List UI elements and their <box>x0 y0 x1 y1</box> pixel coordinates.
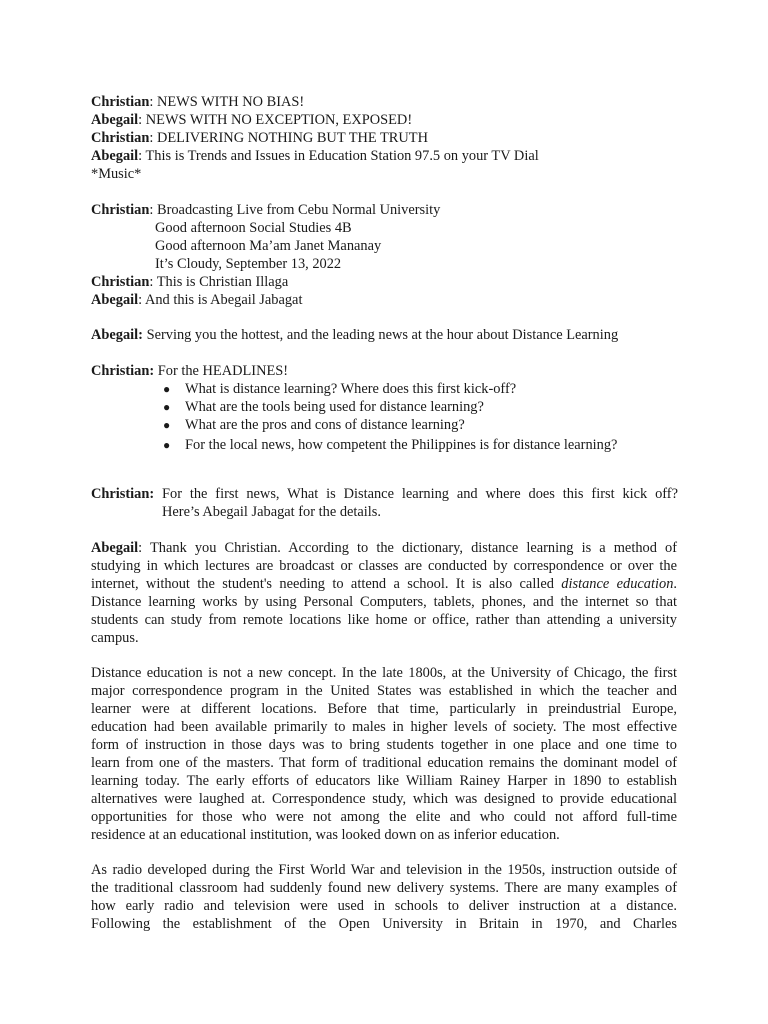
speaker-name: Abegail <box>91 112 139 128</box>
para3-line: how early radio and television were used in schools to deliver instruction at a distance. <box>91 898 677 914</box>
headline-item: What is distance learning? Where does this first kick-off? <box>185 381 517 397</box>
speaker-name: Christian: <box>91 363 155 379</box>
para3-line: Following the establishment of the Open University in Britain in 1970, and Charles <box>91 916 677 932</box>
serving-line <box>91 326 618 344</box>
bullet-icon: ● <box>163 438 171 452</box>
para1-line-4: Distance learning works by using Personal Computers, tablets, phones, and the internet so that <box>91 594 677 610</box>
italic-term: distance education <box>561 576 674 592</box>
headlines-intro <box>91 362 288 380</box>
greeting-line-6 <box>91 291 302 309</box>
dialogue-text: For the HEADLINES! <box>154 363 289 379</box>
speaker-name: Abegail <box>91 148 139 164</box>
dialogue-text: : This is Christian Illaga <box>149 274 289 290</box>
para1-text: internet, without the student's needing to attend a school. It is also called <box>91 576 562 592</box>
headline-item: What are the tools being used for distance learning? <box>185 399 484 415</box>
dialogue-text: : Broadcasting Live from Cebu Normal University <box>149 202 441 218</box>
greeting-line-3: Good afternoon Ma’am Janet Mananay <box>155 238 382 254</box>
bullet-icon: ● <box>163 382 171 396</box>
para2-line: learn from one of the masters. That form of traditional education remains the dominant model of <box>91 755 677 771</box>
greeting-line-1 <box>91 201 440 219</box>
para1-line-5: students can study from remote locations like home or office, rather than attending a university <box>91 612 677 628</box>
music-cue: *Music* <box>91 166 142 182</box>
intro-line-1 <box>91 93 304 111</box>
para1-text: . <box>673 576 677 592</box>
para2-line: learner were at different locations. Before that time, particularly in preindustrial Europe, <box>91 701 677 717</box>
para2-line: form of instruction in those days was to bring students together in one place and one time to <box>91 737 677 753</box>
para1-line-1 <box>91 539 677 557</box>
first-news-line-2: Here’s Abegail Jabagat for the details. <box>162 504 381 520</box>
dialogue-text: Serving you the hottest, and the leading news at the hour about Distance Learning <box>142 327 619 343</box>
para3-line: the traditional classroom had suddenly found new delivery systems. There are many examples of <box>91 880 677 896</box>
dialogue-text: : This is Trends and Issues in Education Station 97.5 on your TV Dial <box>138 148 539 164</box>
speaker-name: Christian <box>91 202 150 218</box>
first-news-line-1: For the first news, What is Distance learning and where does this first kick off? <box>162 486 678 502</box>
headline-item: For the local news, how competent the Philippines is for distance learning? <box>185 437 618 453</box>
speaker-name: Abegail: <box>91 327 143 343</box>
speaker-name: Christian <box>91 130 150 146</box>
dialogue-text: : NEWS WITH NO EXCEPTION, EXPOSED! <box>138 112 413 128</box>
para1-line-2: studying in which lectures are broadcast or classes are conducted by correspondence or over the <box>91 558 677 574</box>
headline-item: What are the pros and cons of distance learning? <box>185 417 465 433</box>
bullet-icon: ● <box>163 418 171 432</box>
para1-line-6: campus. <box>91 630 139 646</box>
speaker-name: Abegail <box>91 540 139 556</box>
para2-line: residence at an educational institution, was looked down on as inferior education. <box>91 827 560 843</box>
speaker-name: Christian <box>91 94 150 110</box>
dialogue-text: : Thank you Christian. According to the dictionary, distance learning is a method of <box>138 540 677 556</box>
para2-line: opportunities for those who were not among the elite and who could not afford full-time <box>91 809 677 825</box>
para1-line-3 <box>91 575 677 593</box>
dialogue-text: : And this is Abegail Jabagat <box>138 292 303 308</box>
intro-line-4 <box>91 147 539 165</box>
para2-line: learning today. The early efforts of educators like William Rainey Harper in 1890 to establish <box>91 773 677 789</box>
intro-line-2 <box>91 111 412 129</box>
para2-line: major correspondence program in the United States was established in which the teacher and <box>91 683 677 699</box>
greeting-line-5 <box>91 273 288 291</box>
intro-line-3 <box>91 129 428 147</box>
bullet-icon: ● <box>163 400 171 414</box>
speaker-name: Abegail <box>91 292 139 308</box>
speaker-name: Christian <box>91 274 150 290</box>
dialogue-text: : DELIVERING NOTHING BUT THE TRUTH <box>149 130 428 146</box>
greeting-line-4: It’s Cloudy, September 13, 2022 <box>155 256 342 272</box>
greeting-line-2: Good afternoon Social Studies 4B <box>155 220 352 236</box>
para2-line: alternatives were laughed at. Correspondence study, which was designed to provide educational <box>91 791 677 807</box>
para2-line: education had been available primarily to males in higher levels of society. The most effective <box>91 719 677 735</box>
para3-line: As radio developed during the First World War and television in the 1950s, instruction outside of <box>91 862 677 878</box>
para2-line: Distance education is not a new concept. In the late 1800s, at the University of Chicago, the first <box>91 665 677 681</box>
dialogue-text: : NEWS WITH NO BIAS! <box>149 94 305 110</box>
first-news-speaker: Christian: <box>91 486 155 502</box>
